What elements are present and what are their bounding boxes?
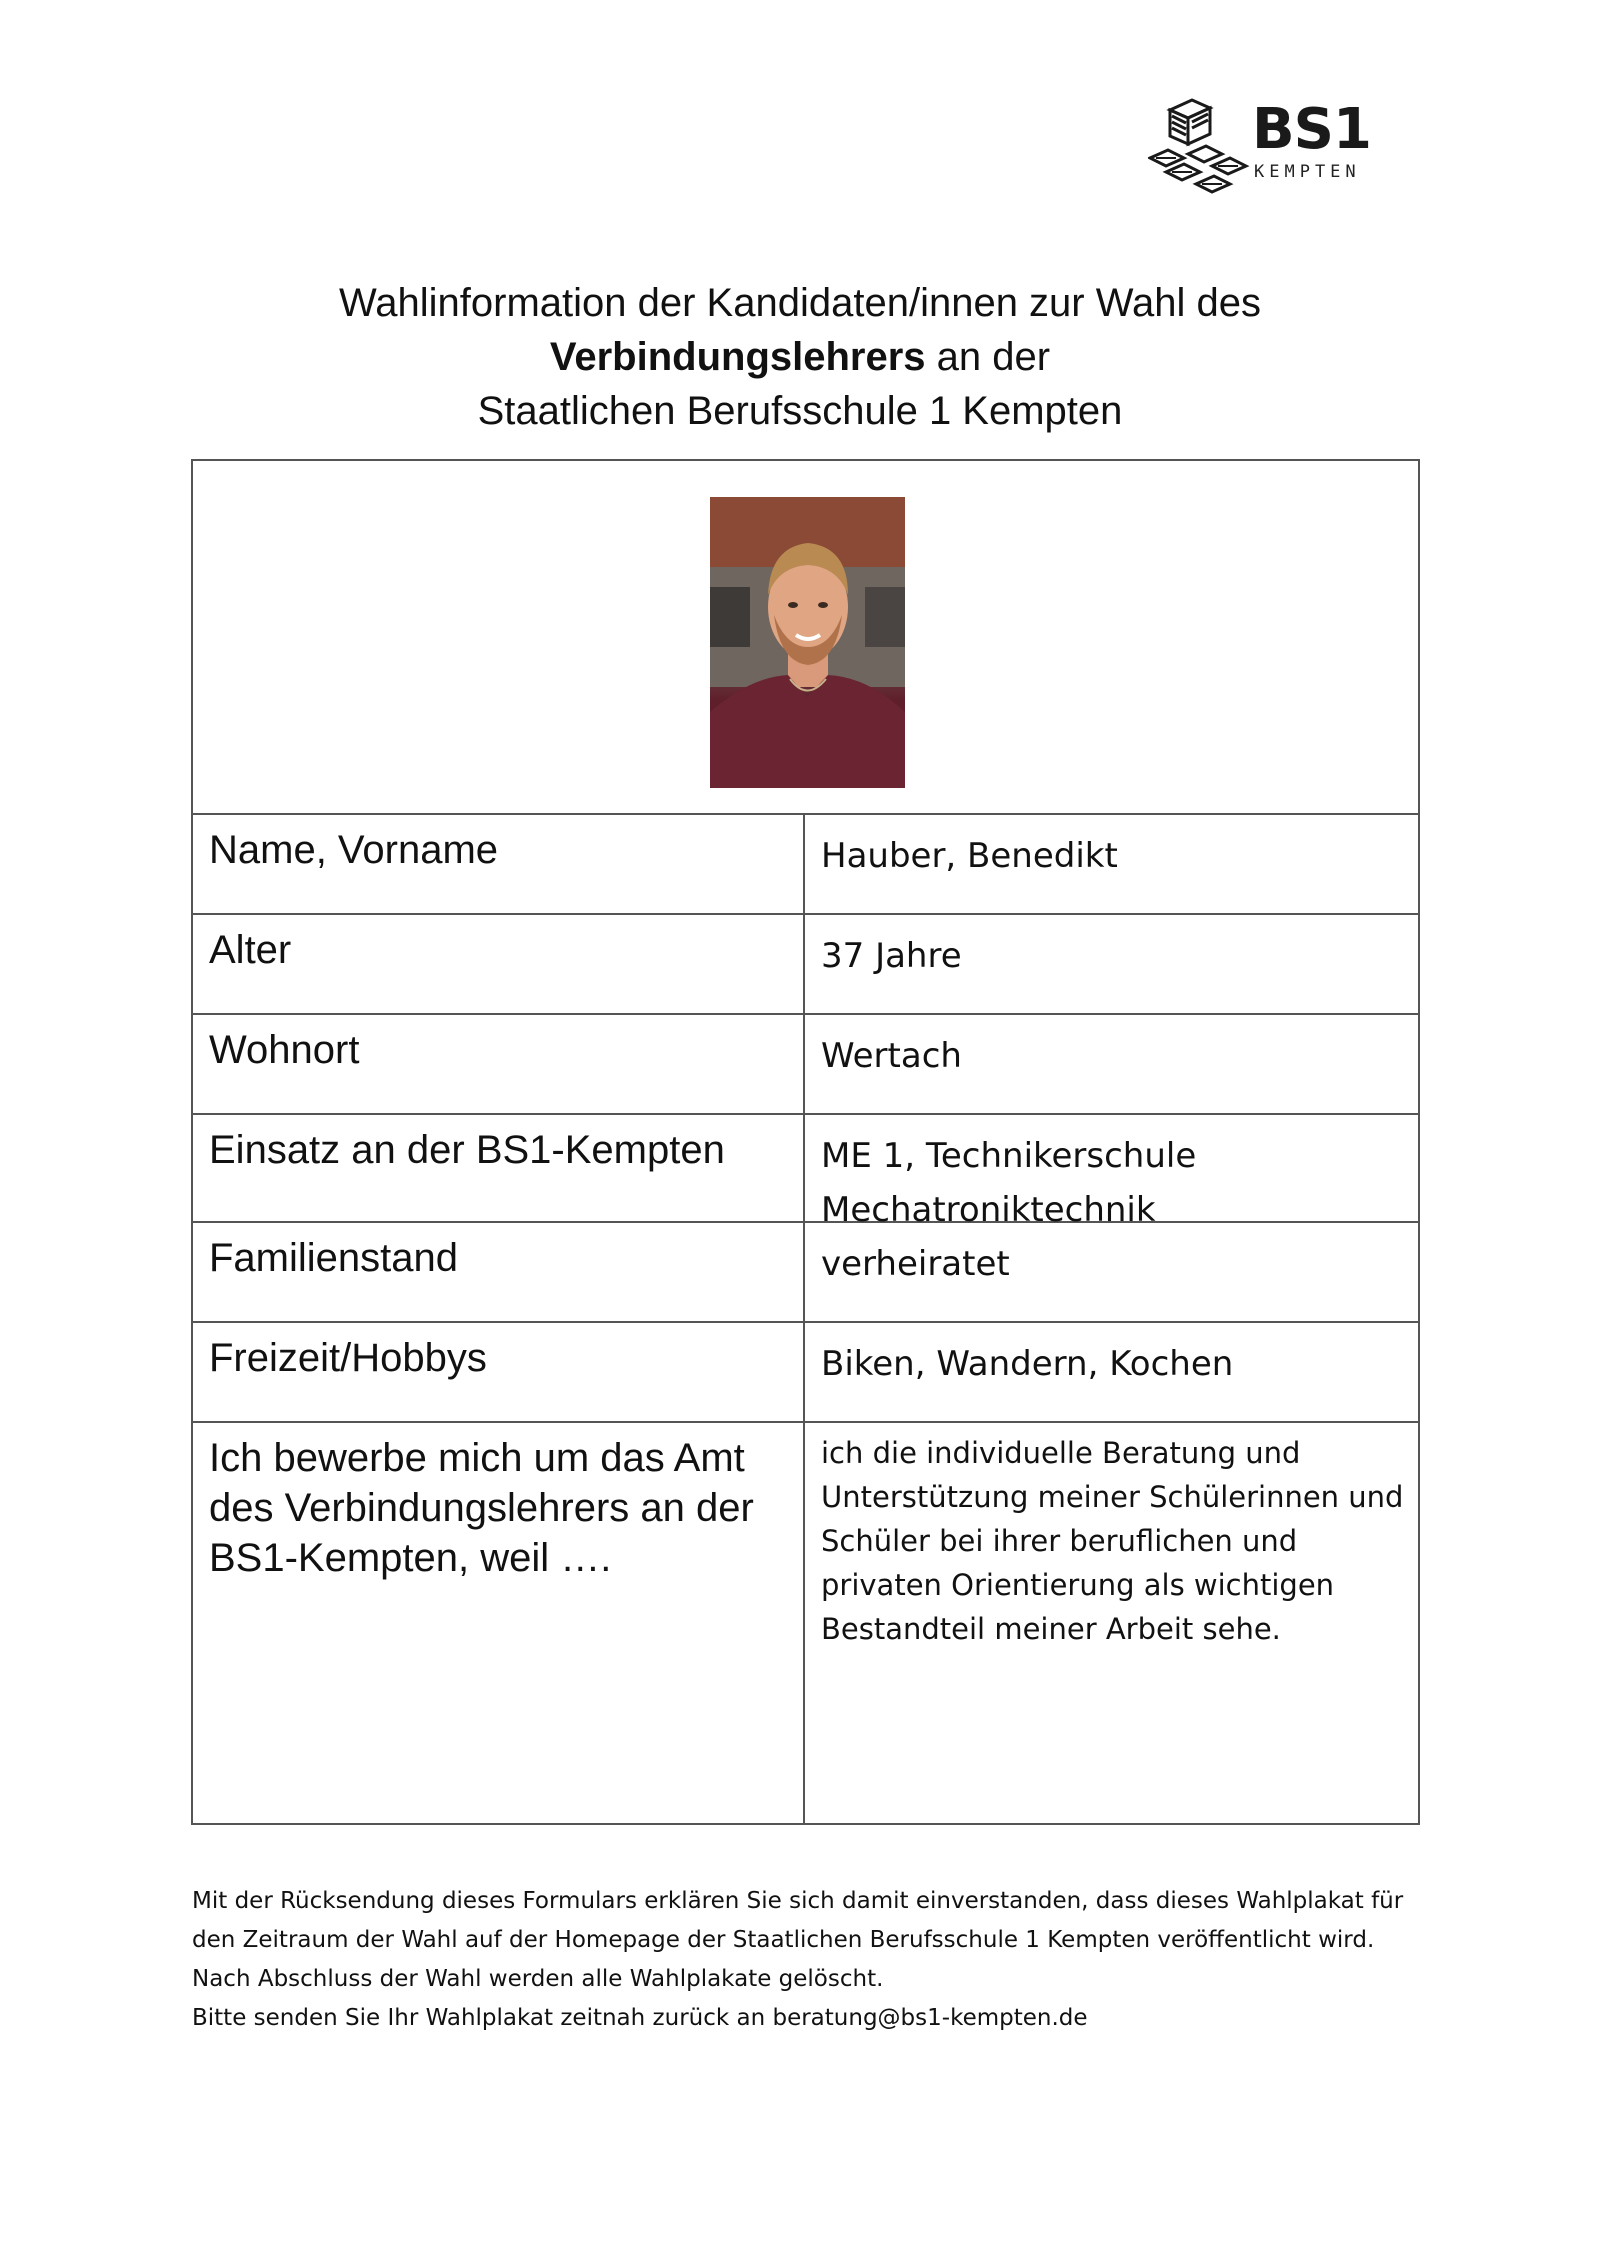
title-bold-word: Verbindungslehrers bbox=[549, 335, 926, 379]
table-row bbox=[193, 815, 1418, 915]
logo-wordmark: BS1 bbox=[1252, 97, 1371, 162]
document-title bbox=[0, 276, 1600, 438]
portrait-image bbox=[710, 497, 905, 788]
title-line-2 bbox=[0, 330, 1600, 384]
table-row bbox=[193, 915, 1418, 1015]
row-label: Wohnort bbox=[193, 1015, 805, 1113]
table-row bbox=[193, 1323, 1418, 1423]
logo-subtitle: KEMPTEN bbox=[1254, 162, 1361, 182]
row-label: Ich bewerbe mich um das Amt des Verbindungslehrers an der BS1-Kempten, weil …. bbox=[193, 1423, 805, 1823]
row-label: Einsatz an der BS1-Kempten bbox=[193, 1115, 805, 1221]
title-line-3: Staatlichen Berufsschule 1 Kempten bbox=[477, 389, 1123, 433]
school-logo bbox=[1148, 96, 1378, 206]
row-label: Familienstand bbox=[193, 1223, 805, 1321]
row-label: Name, Vorname bbox=[193, 815, 805, 913]
building-blocks-icon bbox=[1148, 96, 1252, 200]
table-row bbox=[193, 1015, 1418, 1115]
row-label: Freizeit/Hobbys bbox=[193, 1323, 805, 1421]
photo-row bbox=[193, 461, 1418, 815]
footer-consent-text: Mit der Rücksendung dieses Formulars erklären Sie sich damit einverstanden, dass dieses Wahlplakat für den Zeitraum der Wahl auf der Homepage der Staatlichen Berufsschule 1 Kempten veröffentlicht wird. Nach Abschluss der Wahl werden alle Wahlplakate gelöscht. bbox=[192, 1888, 1404, 1992]
title-line-2-rest: an der bbox=[925, 335, 1051, 379]
footer-note bbox=[192, 1882, 1432, 2038]
row-label: Alter bbox=[193, 915, 805, 1013]
row-value: Biken, Wandern, Kochen bbox=[821, 1344, 1234, 1384]
table-row bbox=[193, 1115, 1418, 1230]
table-row bbox=[193, 1423, 1418, 1823]
candidate-photo bbox=[710, 497, 905, 788]
row-value: verheiratet bbox=[821, 1244, 1010, 1284]
table-row bbox=[193, 1223, 1418, 1323]
row-value: ich die individuelle Beratung und Unterstützung meiner Schülerinnen und Schüler bei ihrer beruflichen und privaten Orientierung als wichtigen Bestandteil meiner Arbeit sehe. bbox=[821, 1436, 1404, 1646]
footer-return-text: Bitte senden Sie Ihr Wahlplakat zeitnah zurück an beratung@bs1-kempten.de bbox=[192, 2005, 1088, 2031]
row-value: 37 Jahre bbox=[821, 936, 962, 976]
title-line-1: Wahlinformation der Kandidaten/innen zur Wahl des bbox=[339, 281, 1261, 325]
row-value: ME 1, Technikerschule Mechatroniktechnik bbox=[821, 1136, 1197, 1230]
candidate-table bbox=[191, 459, 1420, 1825]
row-value: Wertach bbox=[821, 1036, 962, 1076]
row-value: Hauber, Benedikt bbox=[821, 836, 1118, 876]
